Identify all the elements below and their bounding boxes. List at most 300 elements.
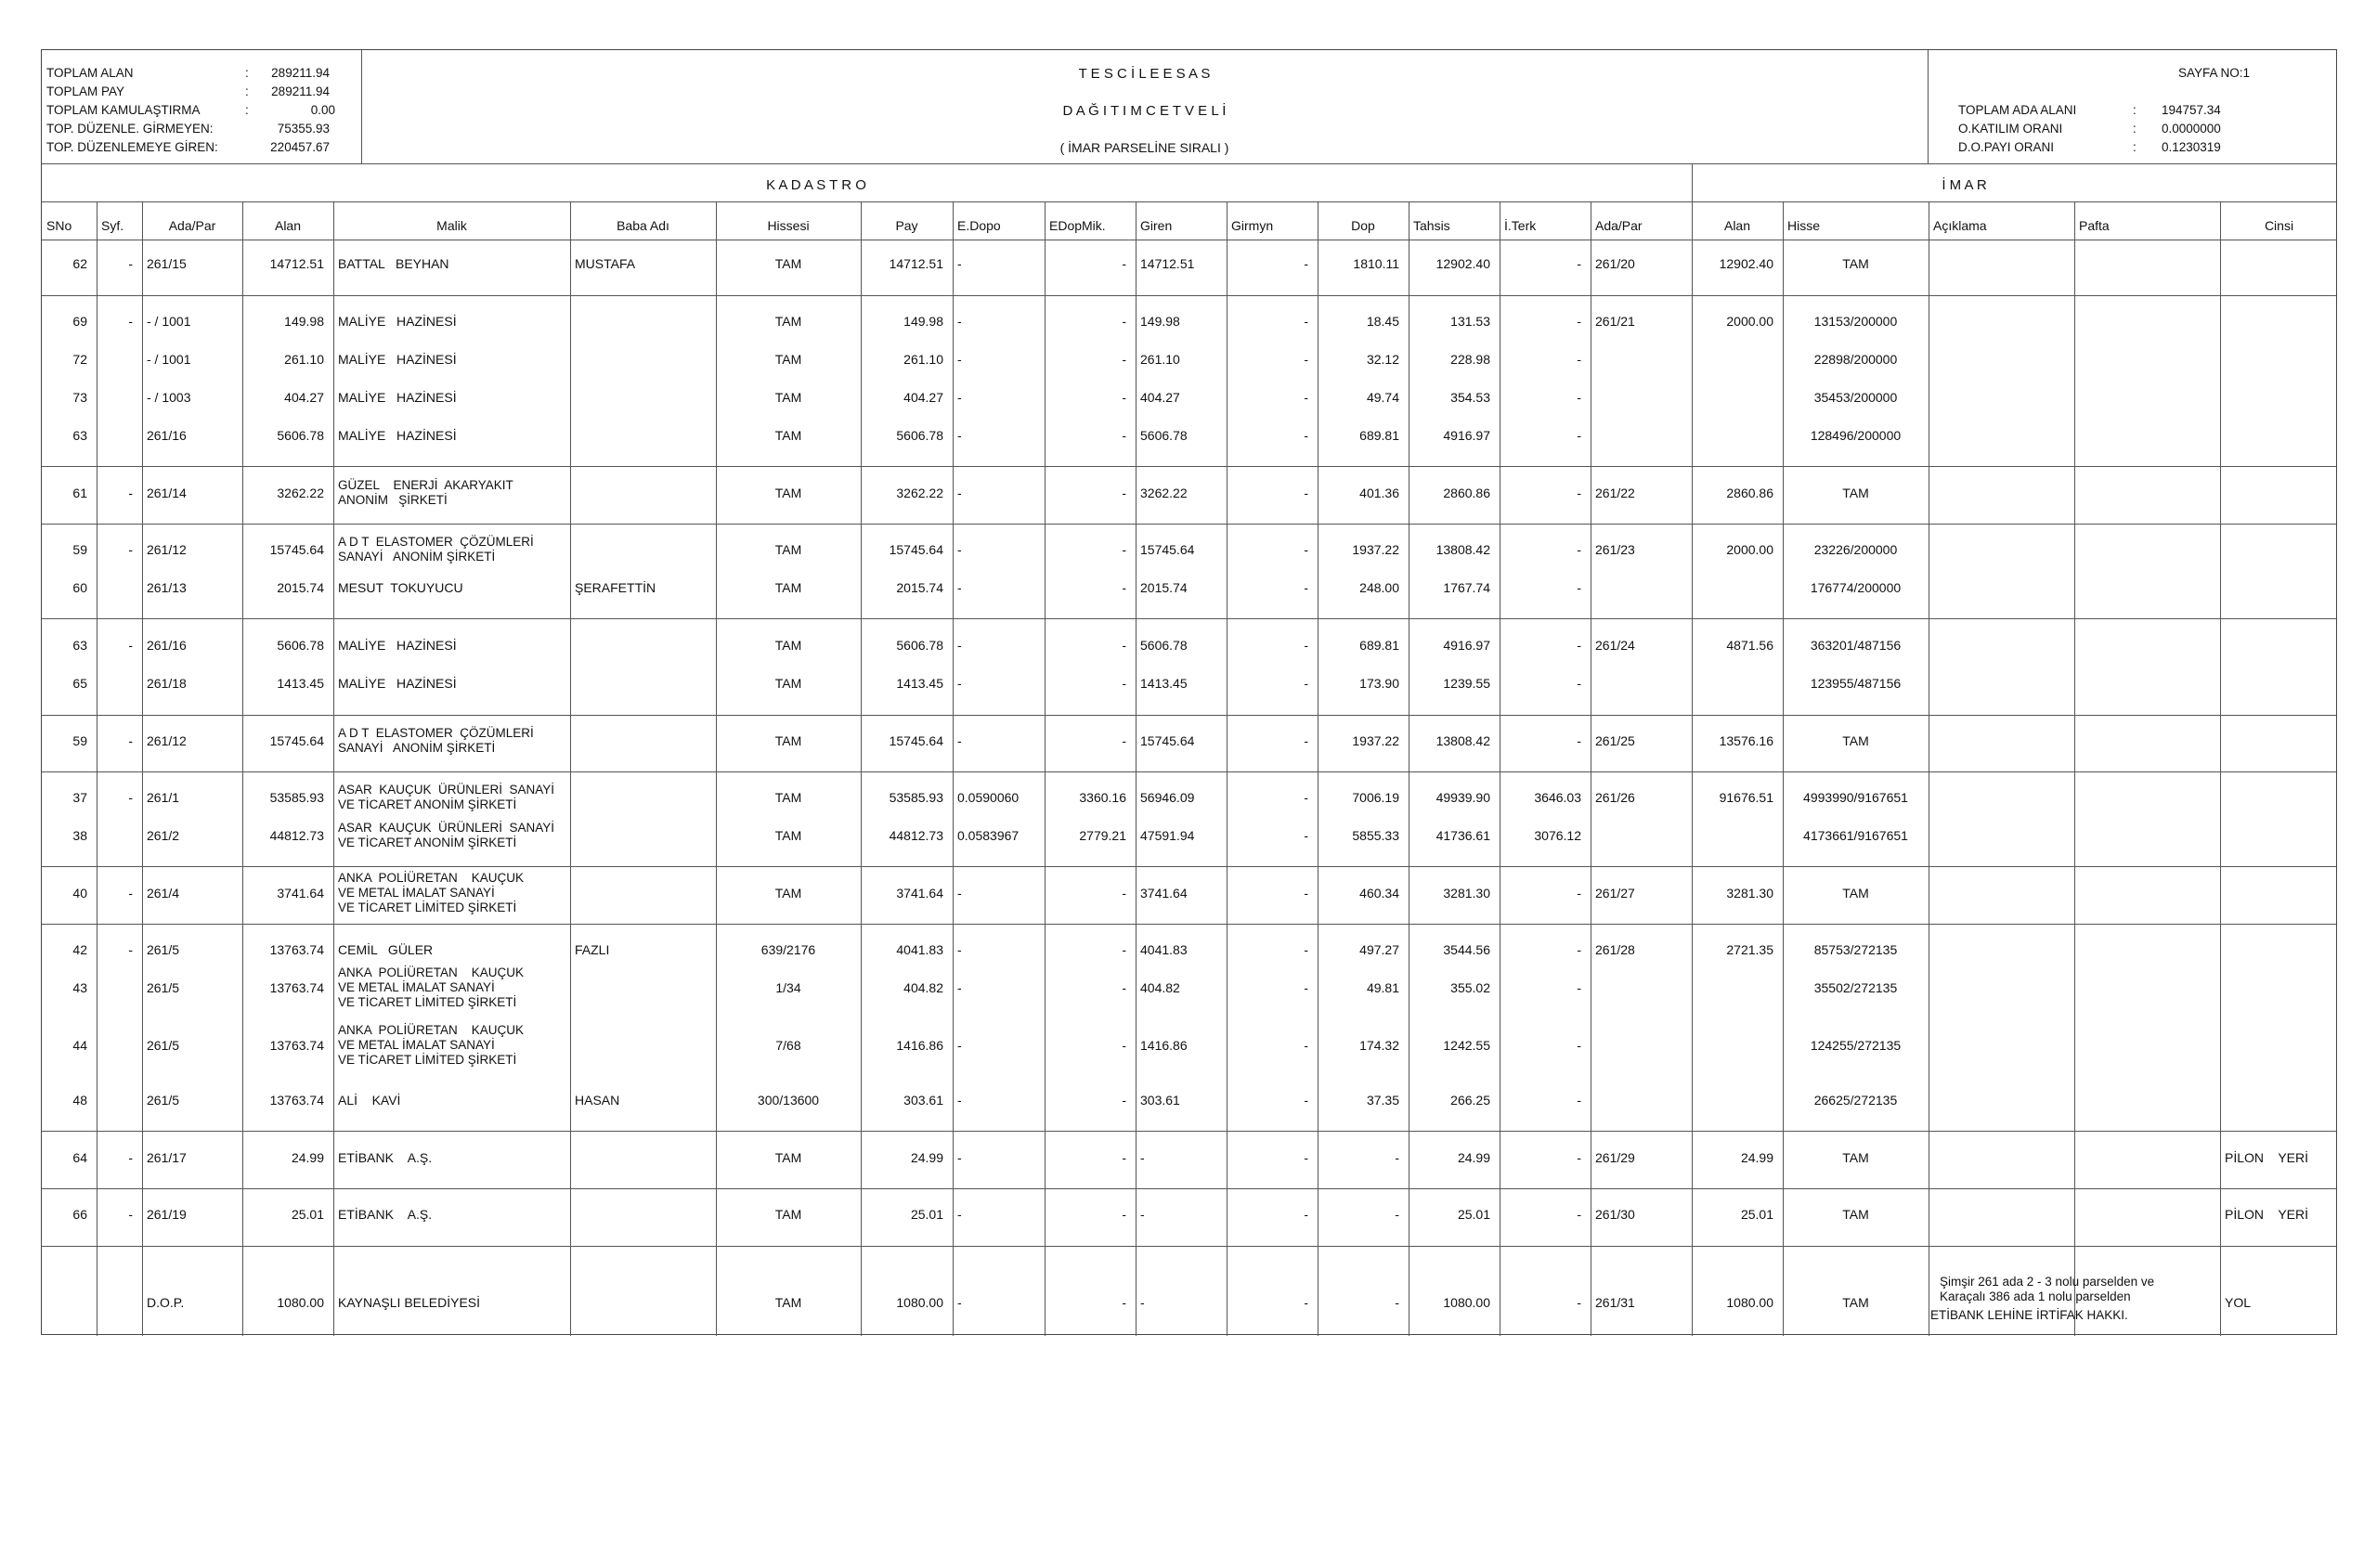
cell-i-terk: -: [1577, 314, 1581, 329]
cell-cinsi: PİLON YERİ: [2225, 1207, 2308, 1222]
cell-imar-alan: 13576.16: [1719, 733, 1773, 748]
column-header-giren: Giren: [1140, 218, 1173, 233]
cell-edopmik: -: [1122, 256, 1126, 271]
cell-i-terk: -: [1577, 1295, 1581, 1310]
cell-syf: -: [128, 542, 133, 557]
cell-edopmik: -: [1122, 580, 1126, 595]
cell-malik: ASAR KAUÇUK ÜRÜNLERİ SANAYİ VE TİCARET ANONİM ŞİRKETİ: [338, 821, 555, 849]
cell-malik: ETİBANK A.Ş.: [338, 1207, 433, 1222]
cell-tahsis: 41736.61: [1435, 828, 1490, 843]
cell-alan: 44812.73: [269, 828, 324, 843]
cell-hisse: 35502/272135: [1813, 980, 1898, 995]
cell-cinsi: YOL: [2225, 1295, 2252, 1310]
cell-imar-alan: 3281.30: [1726, 886, 1773, 901]
cell-alan: 13763.74: [269, 1093, 324, 1108]
cell-girmyn: -: [1304, 428, 1308, 443]
cell-malik: MALİYE HAZİNESİ: [338, 390, 457, 405]
cell-hissesi: TAM: [774, 638, 802, 653]
cell-i-terk: 3646.03: [1534, 790, 1581, 805]
cell-edopmik: -: [1122, 980, 1126, 995]
cell-e-dopo: -: [957, 352, 962, 367]
cell-e-dopo: 0.0590060: [957, 790, 1020, 805]
cell-tahsis: 13808.42: [1435, 542, 1490, 557]
cell-edopmik: -: [1122, 1207, 1126, 1222]
cell-alan: 24.99: [291, 1150, 324, 1165]
cell-tahsis: 3281.30: [1443, 886, 1490, 901]
cell-malik: A D T ELASTOMER ÇÖZÜMLERİ SANAYİ ANONİM ŞİRKETİ: [338, 726, 534, 755]
cell-girmyn: -: [1304, 638, 1308, 653]
cell-malik: KAYNAŞLI BELEDİYESİ: [338, 1295, 481, 1310]
cell-imar-alan: 12902.40: [1719, 256, 1773, 271]
cell-hisse: 85753/272135: [1813, 942, 1898, 957]
cell-hisse: 176774/200000: [1810, 580, 1902, 595]
cell-i-terk: -: [1577, 1038, 1581, 1053]
cell-tahsis: 1239.55: [1443, 676, 1490, 691]
cell-edopmik: -: [1122, 542, 1126, 557]
column-header-i-terk: İ.Terk: [1504, 218, 1537, 233]
cell-tahsis: 131.53: [1450, 314, 1490, 329]
cell-malik: ETİBANK A.Ş.: [338, 1150, 433, 1165]
cell-ada-par: 261/12: [147, 733, 187, 748]
cell-edopmik: -: [1122, 1093, 1126, 1108]
cell-hisse: 26625/272135: [1813, 1093, 1898, 1108]
cell-imar-ada-par: 261/24: [1595, 638, 1635, 653]
cell-imar-ada-par: 261/27: [1595, 886, 1635, 901]
cell-giren: 56946.09: [1140, 790, 1195, 805]
cell-alan: 53585.93: [269, 790, 324, 805]
cell-dop: 7006.19: [1352, 790, 1399, 805]
cell-i-terk: -: [1577, 676, 1581, 691]
cell-alan: 3741.64: [277, 886, 324, 901]
info-label: O.KATILIM ORANI: [1958, 122, 2063, 136]
column-header-syf: Syf.: [101, 218, 124, 233]
cell-sno: 61: [72, 486, 87, 500]
cell-alan: 13763.74: [269, 1038, 324, 1053]
column-header-e-dopo: E.Dopo: [957, 218, 1001, 233]
cell-sno: 72: [72, 352, 87, 367]
cell-ada-par: 261/2: [147, 828, 180, 843]
last-row-note-line3: ETİBANK LEHİNE İRTİFAK HAKKI.: [1930, 1308, 2128, 1322]
cell-edopmik: -: [1122, 1038, 1126, 1053]
cell-ada-par: - / 1001: [147, 314, 191, 329]
column-header-imar-alan: Alan: [1723, 218, 1751, 233]
cell-dop: 401.36: [1359, 486, 1399, 500]
cell-alan: 404.27: [284, 390, 324, 405]
cell-sno: 62: [72, 256, 87, 271]
cell-i-terk: -: [1577, 980, 1581, 995]
cell-tahsis: 24.99: [1457, 1150, 1490, 1165]
cell-ada-par: 261/5: [147, 980, 180, 995]
cell-imar-ada-par: 261/23: [1595, 542, 1635, 557]
cell-e-dopo: -: [957, 942, 962, 957]
cell-ada-par: 261/19: [147, 1207, 187, 1222]
cell-giren: 5606.78: [1140, 638, 1188, 653]
cell-hissesi: TAM: [774, 390, 802, 405]
cell-imar-ada-par: 261/28: [1595, 942, 1635, 957]
cell-tahsis: 49939.90: [1435, 790, 1490, 805]
column-header-baba-adi: Baba Adı: [617, 218, 669, 233]
cell-sno: 42: [72, 942, 87, 957]
cell-imar-ada-par: 261/25: [1595, 733, 1635, 748]
cell-hissesi: TAM: [774, 580, 802, 595]
cell-giren: 3262.22: [1140, 486, 1188, 500]
cell-e-dopo: -: [957, 1207, 962, 1222]
cell-giren: 404.82: [1140, 980, 1180, 995]
cell-pay: 1416.86: [896, 1038, 943, 1053]
cell-girmyn: -: [1304, 256, 1308, 271]
cell-pay: 14712.51: [889, 256, 943, 271]
cell-dop: 689.81: [1359, 428, 1399, 443]
cell-e-dopo: -: [957, 733, 962, 748]
cell-imar-alan: 2721.35: [1726, 942, 1773, 957]
cell-giren: 303.61: [1140, 1093, 1180, 1108]
cell-syf: -: [128, 790, 133, 805]
cell-tahsis: 1242.55: [1443, 1038, 1490, 1053]
column-header-dop: Dop: [1351, 218, 1375, 233]
cell-e-dopo: -: [957, 638, 962, 653]
cell-pay: 149.98: [903, 314, 943, 329]
cell-hissesi: TAM: [774, 428, 802, 443]
cell-malik: ANKA POLİÜRETAN KAUÇUK VE METAL İMALAT SANAYİ VE TİCARET LİMİTED ŞİRKETİ: [338, 1023, 525, 1067]
cell-hissesi: TAM: [774, 790, 802, 805]
cell-ada-par: 261/5: [147, 1093, 180, 1108]
cell-ada-par: 261/17: [147, 1150, 187, 1165]
cell-hissesi: TAM: [774, 314, 802, 329]
cell-sno: 59: [72, 542, 87, 557]
cell-sno: 40: [72, 886, 87, 901]
cell-giren: 404.27: [1140, 390, 1180, 405]
cell-ada-par: 261/12: [147, 542, 187, 557]
cell-dop: 689.81: [1359, 638, 1399, 653]
cell-i-terk: -: [1577, 1207, 1581, 1222]
cell-i-terk: -: [1577, 886, 1581, 901]
cell-alan: 2015.74: [277, 580, 324, 595]
cell-hisse: 123955/487156: [1810, 676, 1902, 691]
column-header-ada-par: Ada/Par: [168, 218, 216, 233]
cell-baba-adi: FAZLI: [575, 942, 610, 957]
cell-malik: GÜZEL ENERJİ AKARYAKIT ANONİM ŞİRKETİ: [338, 478, 513, 507]
cell-dop: 460.34: [1359, 886, 1399, 901]
cell-edopmik: -: [1122, 486, 1126, 500]
cell-pay: 5606.78: [896, 638, 943, 653]
cell-giren: 261.10: [1140, 352, 1180, 367]
cell-tahsis: 354.53: [1450, 390, 1490, 405]
cell-ada-par: 261/4: [147, 886, 180, 901]
cell-girmyn: -: [1304, 314, 1308, 329]
cell-baba-adi: ŞERAFETTİN: [575, 580, 656, 595]
cell-girmyn: -: [1304, 1150, 1308, 1165]
cell-e-dopo: -: [957, 980, 962, 995]
cell-edopmik: -: [1122, 1150, 1126, 1165]
cell-alan: 15745.64: [269, 733, 324, 748]
cell-tahsis: 1767.74: [1443, 580, 1490, 595]
cell-pay: 44812.73: [889, 828, 943, 843]
cell-syf: -: [128, 638, 133, 653]
summary-label: TOP. DÜZENLE. GİRMEYEN:: [46, 122, 214, 136]
cell-pay: 261.10: [903, 352, 943, 367]
cell-edopmik: -: [1122, 352, 1126, 367]
cell-edopmik: -: [1122, 733, 1126, 748]
cell-dop: 1937.22: [1352, 542, 1399, 557]
cell-pay: 404.27: [903, 390, 943, 405]
cell-e-dopo: -: [957, 314, 962, 329]
cell-hissesi: TAM: [774, 676, 802, 691]
cell-dop: 49.74: [1366, 390, 1399, 405]
summary-label: TOPLAM ALAN: [46, 66, 134, 80]
cell-ada-par: - / 1001: [147, 352, 191, 367]
cell-malik: MALİYE HAZİNESİ: [338, 314, 457, 329]
cell-dop: -: [1395, 1295, 1399, 1310]
cell-i-terk: -: [1577, 352, 1581, 367]
cell-pay: 5606.78: [896, 428, 943, 443]
cell-pay: 24.99: [910, 1150, 943, 1165]
cell-hisse: TAM: [1842, 1150, 1869, 1165]
cell-sno: 69: [72, 314, 87, 329]
cell-hisse: 128496/200000: [1810, 428, 1902, 443]
cell-pay: 3262.22: [896, 486, 943, 500]
cell-tahsis: 266.25: [1450, 1093, 1490, 1108]
cell-ada-par: 261/16: [147, 428, 187, 443]
cell-ada-par: - / 1003: [147, 390, 191, 405]
cell-imar-ada-par: 261/29: [1595, 1150, 1635, 1165]
cell-sno: 43: [72, 980, 87, 995]
cell-girmyn: -: [1304, 390, 1308, 405]
cell-giren: -: [1140, 1150, 1145, 1165]
cell-hisse: 4173661/9167651: [1803, 828, 1908, 843]
cell-hisse: 363201/487156: [1810, 638, 1902, 653]
cell-hisse: TAM: [1842, 886, 1869, 901]
cell-girmyn: -: [1304, 1038, 1308, 1053]
cell-hissesi: TAM: [774, 1207, 802, 1222]
cell-giren: 3741.64: [1140, 886, 1188, 901]
cell-e-dopo: -: [957, 1150, 962, 1165]
cell-giren: -: [1140, 1295, 1145, 1310]
cell-i-terk: -: [1577, 486, 1581, 500]
document-title: T E S C İ L E E S A S: [1078, 66, 1211, 82]
column-header-pay: Pay: [895, 218, 918, 233]
cell-tahsis: 4916.97: [1443, 638, 1490, 653]
cell-hissesi: TAM: [774, 733, 802, 748]
cell-hisse: TAM: [1842, 1207, 1869, 1222]
cell-tahsis: 25.01: [1457, 1207, 1490, 1222]
cell-tahsis: 355.02: [1450, 980, 1490, 995]
cell-girmyn: -: [1304, 828, 1308, 843]
cell-giren: 2015.74: [1140, 580, 1188, 595]
column-header-girmyn: Girmyn: [1231, 218, 1274, 233]
cell-sno: 63: [72, 428, 87, 443]
column-header-hissesi: Hissesi: [767, 218, 810, 233]
cell-alan: 15745.64: [269, 542, 324, 557]
cell-giren: 14712.51: [1140, 256, 1195, 271]
cell-giren: 4041.83: [1140, 942, 1188, 957]
cell-girmyn: -: [1304, 542, 1308, 557]
cell-i-terk: -: [1577, 390, 1581, 405]
cell-sno: 48: [72, 1093, 87, 1108]
cell-edopmik: -: [1122, 390, 1126, 405]
cell-pay: 53585.93: [889, 790, 943, 805]
summary-value: 289211.94: [271, 66, 330, 80]
column-header-malik: Malik: [436, 218, 467, 233]
cell-malik: ALİ KAVİ: [338, 1093, 401, 1108]
cell-imar-ada-par: 261/26: [1595, 790, 1635, 805]
cell-hissesi: 639/2176: [760, 942, 816, 957]
cell-baba-adi: MUSTAFA: [575, 256, 636, 271]
cell-alan: 1413.45: [277, 676, 324, 691]
cell-girmyn: -: [1304, 1207, 1308, 1222]
cell-imar-ada-par: 261/31: [1595, 1295, 1635, 1310]
summary-value: 75355.93: [277, 122, 330, 136]
cell-alan: 1080.00: [277, 1295, 324, 1310]
cell-hissesi: 7/68: [775, 1038, 801, 1053]
cell-dop: 174.32: [1359, 1038, 1399, 1053]
cell-syf: -: [128, 942, 133, 957]
cell-malik: CEMİL GÜLER: [338, 942, 434, 957]
cell-hisse: 23226/200000: [1813, 542, 1898, 557]
cell-imar-alan: 24.99: [1740, 1150, 1773, 1165]
cell-malik: ASAR KAUÇUK ÜRÜNLERİ SANAYİ VE TİCARET ANONİM ŞİRKETİ: [338, 783, 555, 811]
cell-ada-par: 261/5: [147, 1038, 180, 1053]
cell-imar-alan: 2000.00: [1726, 314, 1773, 329]
cell-i-terk: -: [1577, 1150, 1581, 1165]
cell-alan: 149.98: [284, 314, 324, 329]
cell-dop: 1810.11: [1353, 256, 1399, 271]
cell-alan: 13763.74: [269, 980, 324, 995]
cell-syf: -: [128, 733, 133, 748]
cell-pay: 2015.74: [896, 580, 943, 595]
cell-e-dopo: -: [957, 1093, 962, 1108]
cell-malik: ANKA POLİÜRETAN KAUÇUK VE METAL İMALAT SANAYİ VE TİCARET LİMİTED ŞİRKETİ: [338, 965, 525, 1009]
cell-sno: 63: [72, 638, 87, 653]
column-header-pafta: Pafta: [2079, 218, 2110, 233]
cell-pay: 1413.45: [896, 676, 943, 691]
cell-dop: 49.81: [1366, 980, 1399, 995]
summary-value: 289211.94: [271, 84, 330, 98]
cell-syf: -: [128, 314, 133, 329]
document-subtitle: D A Ğ I T I M C E T V E L İ: [1062, 103, 1227, 119]
cell-syf: -: [128, 256, 133, 271]
cell-imar-ada-par: 261/30: [1595, 1207, 1635, 1222]
cell-giren: -: [1140, 1207, 1145, 1222]
summary-label: TOPLAM PAY: [46, 84, 125, 98]
summary-sep: :: [245, 84, 249, 98]
cell-pay: 303.61: [903, 1093, 943, 1108]
column-header-edopmik: EDopMik.: [1049, 218, 1106, 233]
cell-edopmik: -: [1122, 886, 1126, 901]
cell-syf: -: [128, 886, 133, 901]
cell-edopmik: -: [1122, 1295, 1126, 1310]
cell-e-dopo: -: [957, 390, 962, 405]
cell-hissesi: TAM: [774, 486, 802, 500]
cell-girmyn: -: [1304, 980, 1308, 995]
cell-ada-par: 261/5: [147, 942, 180, 957]
cell-tahsis: 3544.56: [1443, 942, 1490, 957]
cell-hissesi: 300/13600: [757, 1093, 820, 1108]
cell-e-dopo: -: [957, 886, 962, 901]
cell-i-terk: -: [1577, 256, 1581, 271]
cell-e-dopo: -: [957, 542, 962, 557]
info-value: 0.0000000: [2162, 122, 2221, 136]
summary-sep: :: [245, 103, 249, 117]
cell-girmyn: -: [1304, 352, 1308, 367]
info-sep: :: [2133, 122, 2137, 136]
cell-sno: 38: [72, 828, 87, 843]
cell-hissesi: TAM: [774, 256, 802, 271]
cell-cinsi: PİLON YERİ: [2225, 1150, 2308, 1165]
cell-giren: 1416.86: [1140, 1038, 1188, 1053]
column-header-sno: SNo: [46, 218, 72, 233]
cell-hissesi: TAM: [774, 1150, 802, 1165]
info-label: D.O.PAYI ORANI: [1958, 140, 2055, 154]
cell-girmyn: -: [1304, 790, 1308, 805]
cell-sno: 60: [72, 580, 87, 595]
last-row-note-line1: Şimşir 261 ada 2 - 3 nolu parselden ve: [1940, 1275, 2155, 1289]
cell-imar-alan: 2000.00: [1726, 542, 1773, 557]
cell-hissesi: TAM: [774, 352, 802, 367]
cell-ada-par: 261/14: [147, 486, 187, 500]
cell-hisse: 4993990/9167651: [1803, 790, 1908, 805]
cell-ada-par: 261/1: [147, 790, 180, 805]
cell-hissesi: TAM: [774, 828, 802, 843]
cell-tahsis: 228.98: [1450, 352, 1490, 367]
cell-ada-par: 261/18: [147, 676, 187, 691]
cell-pay: 1080.00: [896, 1295, 943, 1310]
cell-pay: 4041.83: [896, 942, 943, 957]
cell-e-dopo: -: [957, 1038, 962, 1053]
cell-giren: 15745.64: [1140, 542, 1195, 557]
cell-giren: 15745.64: [1140, 733, 1195, 748]
cell-e-dopo: -: [957, 1295, 962, 1310]
cell-giren: 47591.94: [1140, 828, 1195, 843]
cell-girmyn: -: [1304, 886, 1308, 901]
cell-girmyn: -: [1304, 1093, 1308, 1108]
cell-e-dopo: -: [957, 580, 962, 595]
cell-imar-ada-par: 261/22: [1595, 486, 1635, 500]
cell-imar-ada-par: 261/20: [1595, 256, 1635, 271]
summary-value: 220457.67: [270, 140, 330, 154]
cell-syf: -: [128, 1207, 133, 1222]
cell-alan: 14712.51: [269, 256, 324, 271]
cell-tahsis: 13808.42: [1435, 733, 1490, 748]
cell-sno: 44: [72, 1038, 87, 1053]
cell-i-terk: -: [1577, 542, 1581, 557]
info-sep: :: [2133, 103, 2137, 117]
cell-girmyn: -: [1304, 580, 1308, 595]
cell-baba-adi: HASAN: [575, 1093, 620, 1108]
column-header-imar-ada-par: Ada/Par: [1595, 218, 1643, 233]
cell-hisse: 13153/200000: [1813, 314, 1898, 329]
cell-malik: MALİYE HAZİNESİ: [338, 676, 457, 691]
cell-hissesi: TAM: [774, 1295, 802, 1310]
cell-tahsis: 2860.86: [1443, 486, 1490, 500]
last-row-note-line2: Karaçalı 386 ada 1 nolu parselden: [1940, 1289, 2131, 1303]
cell-dop: 173.90: [1359, 676, 1399, 691]
cell-edopmik: -: [1122, 942, 1126, 957]
column-header-tahsis: Tahsis: [1413, 218, 1450, 233]
cell-imar-alan: 91676.51: [1719, 790, 1773, 805]
cell-hisse: 35453/200000: [1813, 390, 1898, 405]
info-label: TOPLAM ADA ALANI: [1958, 103, 2077, 117]
cell-edopmik: 3360.16: [1079, 790, 1126, 805]
cell-malik: MALİYE HAZİNESİ: [338, 352, 457, 367]
cell-alan: 25.01: [291, 1207, 324, 1222]
cell-hissesi: TAM: [774, 886, 802, 901]
cell-sno: 65: [72, 676, 87, 691]
cell-e-dopo: -: [957, 256, 962, 271]
cell-girmyn: -: [1304, 486, 1308, 500]
cell-hisse: 22898/200000: [1813, 352, 1898, 367]
info-value: 194757.34: [2162, 103, 2221, 117]
cell-ada-par: D.O.P.: [147, 1295, 185, 1310]
